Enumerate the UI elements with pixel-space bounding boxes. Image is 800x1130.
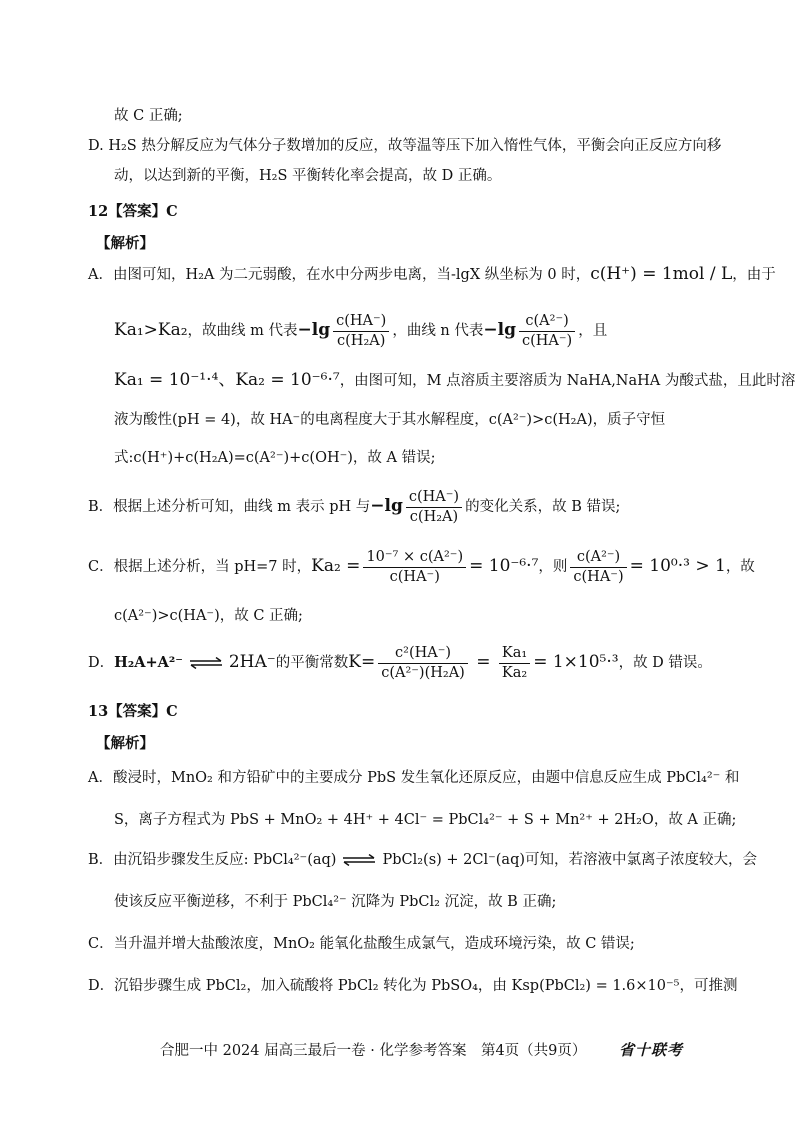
text-line: A．由图可知，H₂A 为二元弱酸，在水中分两步电离，当-lgX 纵坐标为 0 时，c(H⁺) = 1mol / L，由于 [88, 264, 776, 284]
formula-line: B．根据上述分析可知，曲线 m 表示 pH 与−lg $\frac{c(HA^-)}{\text{c(H₂A)}}$ 的变化关系，故 B 错误; [88, 488, 621, 525]
text-line: 使该反应平衡逆移，不利于 PbCl₄²⁻ 沉降为 PbCl₂ 沉淀，故 B 正确; [114, 894, 557, 910]
text-line: D．沉铅步骤生成 PbCl₂，加入硫酸将 PbCl₂ 转化为 PbSO₄，由 Ksp(PbCl₂) = 1.6×10⁻⁵，可推测 [88, 978, 738, 994]
equilibrium-arrow-icon [189, 657, 223, 669]
text-line: A．酸浸时，MnO₂ 和方铅矿中的主要成分 PbS 发生氧化还原反应，由题中信息反应生成 PbCl₄²⁻ 和 [88, 770, 740, 786]
text-line: S，离子方程式为 PbS + MnO₂ + 4H⁺ + 4Cl⁻ = PbCl₄²⁻ + S + Mn²⁺ + 2H₂O，故 A 正确; [114, 812, 737, 828]
text-line: c(A²⁻)>c(HA⁻)，故 C 正确; [114, 608, 303, 624]
formula-line: C．根据上述分析，当 pH=7 时，Ka₂ = $\frac{\text{10⁻⁷ × c(A²⁻)}}{c(HA^-)}$ = 10⁻⁶·⁷，则 $\frac{\text{c(A²⁻)}}{c(HA^-)}$ = 10⁰·³ > 1，故 [88, 548, 755, 585]
formula-line: D．H₂A+A²⁻ 2HA⁻的平衡常数K= $\frac{\text{c²(HA⁻)}}{\text{c(A²⁻)(H₂A)}}$ = $\frac{\text{Ka₁}}{\text{Ka₂}}$ = 1×10⁵·³，故 D 错误。 [88, 644, 712, 681]
text-line: 动，以达到新的平衡，H₂S 平衡转化率会提高，故 D 正确。 [114, 168, 502, 184]
text-line: 液为酸性(pH = 4)，故 HA⁻的电离程度大于其水解程度，c(A²⁻)>c(H₂A)，质子守恒 [114, 412, 666, 428]
answer-heading-12: 12【答案】C [88, 203, 178, 220]
equilibrium-arrow-icon [342, 854, 376, 866]
text-line: 故 C 正确; [114, 108, 183, 124]
text-line: D. H₂S 热分解反应为气体分子数增加的反应，故等温等压下加入惰性气体，平衡会向正反应方向移 [88, 138, 722, 154]
text-line: B．由沉铅步骤发生反应: PbCl₄²⁻(aq) PbCl₂(s) + 2Cl⁻(aq)可知，若溶液中氯离子浓度较大，会 [88, 852, 758, 868]
footer-text: 合肥一中 2024 届高三最后一卷 · 化学参考答案 第4页（共9页） [160, 1043, 587, 1059]
text-line: Ka₁ = 10⁻¹·⁴、Ka₂ = 10⁻⁶·⁷，由图可知，M 点溶质主要溶质为 NaHA,NaHA 为酸式盐，且此时溶 [114, 370, 796, 390]
text-line: C．当升温并增大盐酸浓度，MnO₂ 能氧化盐酸生成氯气，造成环境污染，故 C 错误; [88, 936, 635, 952]
analysis-heading: 【解析】 [96, 235, 154, 252]
page-footer [160, 1040, 800, 1061]
analysis-heading: 【解析】 [96, 735, 154, 752]
text-line: 式:c(H⁺)+c(H₂A)=c(A²⁻)+c(OH⁻)，故 A 错误; [114, 450, 436, 466]
exam-seal: 省十联考 [619, 1041, 684, 1059]
formula-line: Ka₁>Ka₂，故曲线 m 代表−lg $\frac{c(HA^-)}{\text{c(H₂A)}}$ ，曲线 n 代表−lg $\frac{\text{c(A²⁻)}}{c(HA^-)}$ ，且 [114, 312, 608, 349]
answer-heading-13: 13【答案】C [88, 703, 178, 720]
